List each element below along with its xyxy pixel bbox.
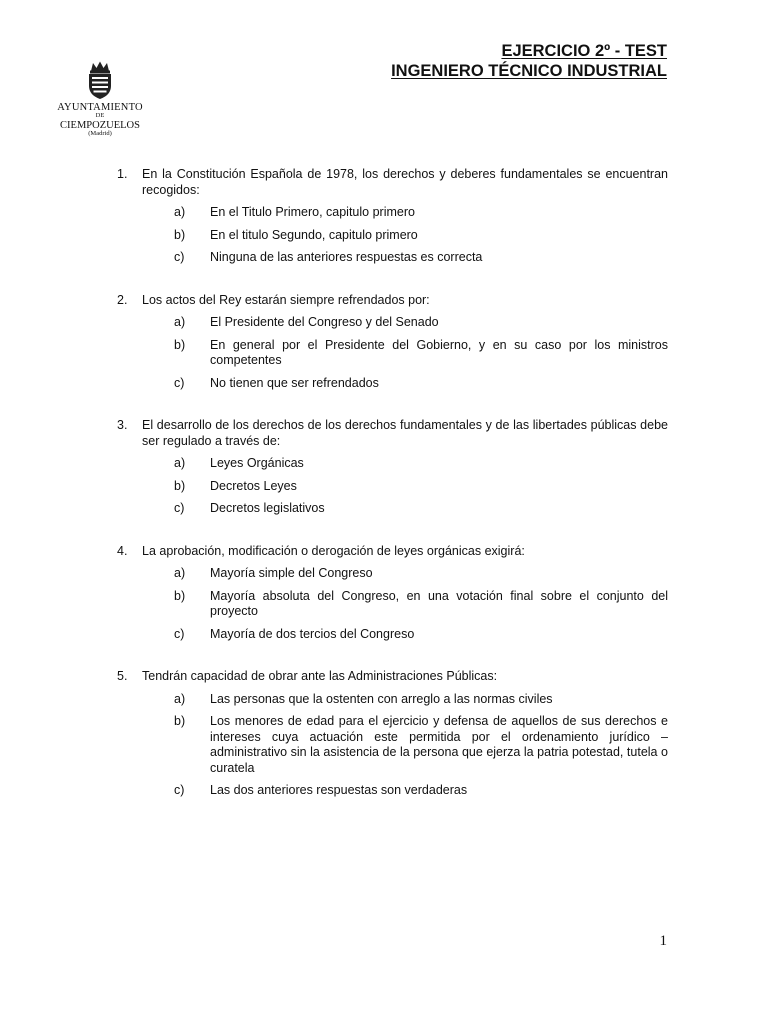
question-text: El desarrollo de los derechos de los derechos fundamentales y de las libertades públicas debe ser regulado a través de: [142,418,668,448]
answer-option [174,250,668,266]
municipal-logo [52,60,148,138]
option-letter: a) [174,691,186,706]
coat-of-arms-icon [80,60,120,100]
answer-option [174,228,668,244]
option-letter: a) [174,456,186,470]
option-text: Ninguna de las anteriores respuestas es correcta [210,250,483,264]
option-letter: c) [174,501,185,515]
question-item [117,418,668,517]
question-number: 1. [117,167,128,181]
option-letter: c) [174,626,185,641]
document-header [391,41,667,81]
question-list [117,167,668,826]
option-text: Las dos anteriores respuestas son verdaderas [210,783,468,797]
option-text: Mayoría de dos tercios del Congreso [210,626,415,641]
answer-option [174,338,668,369]
answer-option [174,456,668,472]
option-text: Decretos Leyes [210,478,297,493]
option-letter: a) [174,566,186,580]
answer-option [174,783,668,799]
answer-option [174,627,668,643]
logo-line-de: DE [95,112,105,120]
question-number: 2. [117,292,128,307]
question-number: 3. [117,418,128,432]
question-item [117,669,668,799]
option-text: Las personas que la ostenten con arreglo a las normas civiles [210,691,553,706]
logo-line-ayuntamiento: AYUNTAMIENTO [57,102,143,113]
answer-option [174,479,668,495]
question-text: En la Constitución Española de 1978, los derechos y deberes fundamentales se encuentran recogidos: [142,167,668,197]
option-letter: c) [174,250,185,264]
option-letter: b) [174,714,186,728]
page-number: 1 [659,933,667,949]
option-text: Los menores de edad para el ejercicio y defensa de aquellos de sus derechos e intereses cuya actuación este permitida por el ordenamiento jurídico – administrativo sin la asistencia de la persona que ejerza la patria potestad, tutela o curatela [210,714,668,775]
option-text: En el titulo Segundo, capitulo primero [210,227,418,242]
answer-option [174,589,668,620]
option-letter: b) [174,227,186,242]
option-text: En general por el Presidente del Gobierno, y en su caso por los ministros competentes [210,337,668,367]
question-item [117,167,668,266]
document-title: EJERCICIO 2º - TEST [501,42,667,60]
question-text: Los actos del Rey estarán siempre refrendados por: [142,292,430,307]
option-text: Mayoría absoluta del Congreso, en una votación final sobre el conjunto del proyecto [210,588,668,618]
logo-line-ciempozuelos: CIEMPOZUELOS [60,119,140,131]
option-text: El Presidente del Congreso y del Senado [210,315,439,329]
option-text: Mayoría simple del Congreso [210,566,373,580]
option-letter: c) [174,375,185,390]
answer-option [174,566,668,582]
logo-line-madrid: (Madrid) [88,129,112,137]
question-text: Tendrán capacidad de obrar ante las Administraciones Públicas: [142,669,498,683]
question-text: La aprobación, modificación o derogación de leyes orgánicas exigirá: [142,543,525,558]
option-letter: b) [174,337,186,352]
answer-option [174,315,668,331]
question-item [117,293,668,392]
question-item [117,544,668,643]
option-letter: b) [174,588,186,603]
option-letter: a) [174,205,186,219]
option-letter: b) [174,478,186,493]
option-letter: c) [174,783,185,797]
option-text: Decretos legislativos [210,501,325,515]
answer-option [174,205,668,221]
answer-option [174,501,668,517]
option-letter: a) [174,315,186,329]
question-number: 4. [117,543,128,558]
answer-option [174,376,668,392]
option-text: Leyes Orgánicas [210,456,304,470]
document-subtitle: INGENIERO TÉCNICO INDUSTRIAL [391,62,667,80]
option-text: No tienen que ser refrendados [210,375,379,390]
option-text: En el Titulo Primero, capitulo primero [210,205,415,219]
question-number: 5. [117,669,128,683]
answer-option [174,714,668,776]
answer-option [174,692,668,708]
